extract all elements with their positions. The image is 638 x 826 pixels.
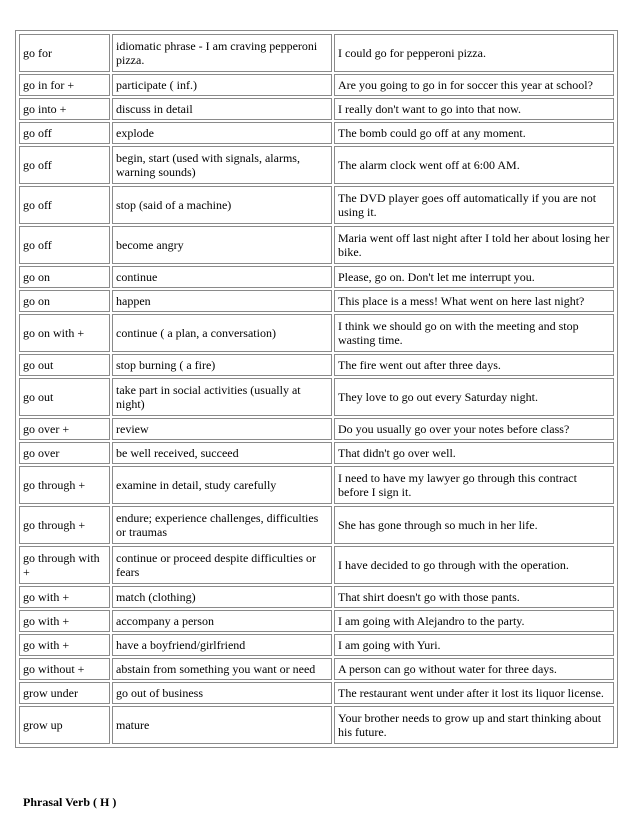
example-cell: I could go for pepperoni pizza. [334,34,614,72]
example-cell: The restaurant went under after it lost its liquor license. [334,682,614,704]
verb-cell: go on [19,266,110,288]
example-cell: Maria went off last night after I told her about losing her bike. [334,226,614,264]
table-row [19,186,614,224]
verb-cell: go for [19,34,110,72]
example-cell: She has gone through so much in her life. [334,506,614,544]
table-row [19,586,614,608]
verb-cell: go off [19,146,110,184]
verb-cell: go into + [19,98,110,120]
example-cell: That shirt doesn't go with those pants. [334,586,614,608]
meaning-cell: idiomatic phrase - I am craving pepperoni pizza. [112,34,332,72]
verb-cell: go off [19,186,110,224]
example-cell: I need to have my lawyer go through this contract before I sign it. [334,466,614,504]
meaning-cell: abstain from something you want or need [112,658,332,680]
meaning-cell: have a boyfriend/girlfriend [112,634,332,656]
table-row [19,290,614,312]
meaning-cell: participate ( inf.) [112,74,332,96]
table-row [19,466,614,504]
table-row [19,610,614,632]
meaning-cell: review [112,418,332,440]
verb-cell: go off [19,122,110,144]
example-cell: That didn't go over well. [334,442,614,464]
verb-cell: go over [19,442,110,464]
meaning-cell: continue [112,266,332,288]
table-row [19,354,614,376]
table-row [19,122,614,144]
verb-cell: go with + [19,586,110,608]
table-row [19,98,614,120]
meaning-cell: become angry [112,226,332,264]
verb-cell: go on with + [19,314,110,352]
meaning-cell: stop (said of a machine) [112,186,332,224]
table-row [19,706,614,744]
example-cell: This place is a mess! What went on here last night? [334,290,614,312]
meaning-cell: examine in detail, study carefully [112,466,332,504]
meaning-cell: take part in social activities (usually at night) [112,378,332,416]
meaning-cell: endure; experience challenges, difficulties or traumas [112,506,332,544]
verb-cell: go out [19,354,110,376]
phrasal-verb-table-frame [15,30,618,748]
meaning-cell: continue ( a plan, a conversation) [112,314,332,352]
table-row [19,34,614,72]
example-cell: Are you going to go in for soccer this year at school? [334,74,614,96]
example-cell: I really don't want to go into that now. [334,98,614,120]
phrasal-verb-table [17,32,616,746]
verb-cell: go without + [19,658,110,680]
example-cell: A person can go without water for three days. [334,658,614,680]
example-cell: I think we should go on with the meeting and stop wasting time. [334,314,614,352]
table-row [19,314,614,352]
meaning-cell: be well received, succeed [112,442,332,464]
example-cell: I have decided to go through with the operation. [334,546,614,584]
meaning-cell: continue or proceed despite difficulties or fears [112,546,332,584]
example-cell: They love to go out every Saturday night. [334,378,614,416]
example-cell: I am going with Alejandro to the party. [334,610,614,632]
verb-cell: go on [19,290,110,312]
example-cell: The fire went out after three days. [334,354,614,376]
table-row [19,226,614,264]
example-cell: The bomb could go off at any moment. [334,122,614,144]
table-row [19,418,614,440]
example-cell: Please, go on. Don't let me interrupt you. [334,266,614,288]
meaning-cell: explode [112,122,332,144]
verb-cell: go out [19,378,110,416]
verb-cell: go off [19,226,110,264]
example-cell: Do you usually go over your notes before class? [334,418,614,440]
table-row [19,266,614,288]
meaning-cell: discuss in detail [112,98,332,120]
meaning-cell: mature [112,706,332,744]
verb-cell: grow under [19,682,110,704]
table-row [19,442,614,464]
example-cell: The DVD player goes off automatically if you are not using it. [334,186,614,224]
table-row [19,378,614,416]
table-row [19,546,614,584]
table-row [19,506,614,544]
table-row [19,658,614,680]
table-row [19,146,614,184]
verb-cell: go with + [19,634,110,656]
verb-cell: grow up [19,706,110,744]
meaning-cell: match (clothing) [112,586,332,608]
verb-cell: go over + [19,418,110,440]
example-cell: The alarm clock went off at 6:00 AM. [334,146,614,184]
example-cell: Your brother needs to grow up and start thinking about his future. [334,706,614,744]
table-row [19,682,614,704]
meaning-cell: happen [112,290,332,312]
meaning-cell: begin, start (used with signals, alarms, warning sounds) [112,146,332,184]
verb-cell: go through + [19,506,110,544]
page-footer-title: Phrasal Verb ( H ) [23,795,117,809]
meaning-cell: stop burning ( a fire) [112,354,332,376]
table-row [19,634,614,656]
verb-cell: go in for + [19,74,110,96]
verb-cell: go with + [19,610,110,632]
meaning-cell: accompany a person [112,610,332,632]
verb-cell: go through + [19,466,110,504]
verb-cell: go through with + [19,546,110,584]
example-cell: I am going with Yuri. [334,634,614,656]
table-row [19,74,614,96]
phrasal-verb-table-body [19,34,614,744]
meaning-cell: go out of business [112,682,332,704]
